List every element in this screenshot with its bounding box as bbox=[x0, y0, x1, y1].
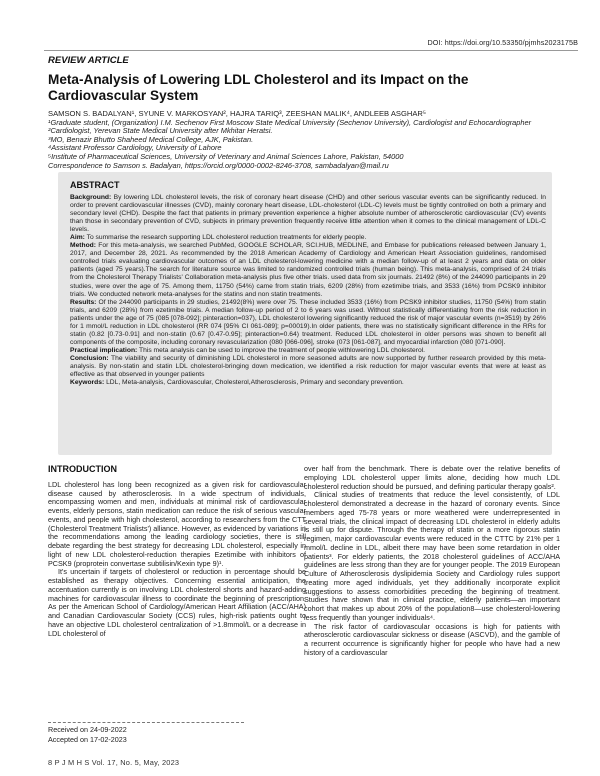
received-date: Received on 24-09-2022 bbox=[48, 725, 127, 734]
abstract-keywords: Keywords: LDL, Meta-analysis, Cardiovascular, Cholesterol,Atherosclerosis, Primary and secondary prevention. bbox=[70, 379, 404, 387]
intro-paragraph-2: It's uncertain if targets of cholesterol or reduction in percentage should be established as therapy objectives. Concerning essential anticipation, the accentuation currently is on involving LDL cholesterol shorts and hazard-adding machines for cardiovascular illness to coordinate the beginning of prescription. As per the American School of Cardiology/American Heart Affiliation (ACC/AHA) and Canadian Cardiovascular Society (CCS) rules, high-risk patients ought to have an objective LDL cholesterol centralization of >1.8mmol/L or a decrease in LDL cholesterol of bbox=[48, 567, 306, 638]
author-names: SAMSON S. BADALYAN¹, SYUNE V. MARKOSYAN², HAJRA TARIQ³, ZEESHAN MALIK⁴, ANDLEEB ASGHAR⁵ bbox=[48, 109, 427, 118]
abstract-aim: Aim: To summarise the research supporting LDL cholesterol reduction treatments for elderly people. bbox=[70, 234, 367, 242]
affiliation-1: ¹Graduate student, (Organization) I.M. Sechenov First Moscow State Medical University (Sechenov University), Cardiologist and Echocardiographer bbox=[48, 117, 532, 127]
introduction-heading: INTRODUCTION bbox=[48, 464, 117, 474]
article-title: Meta-Analysis of Lowering LDL Cholesterol and its Impact on the Cardiovascular System bbox=[48, 72, 469, 103]
abstract-results: Results: Of the 244090 participants in 29 studies, 21492(8%) were over 75. These included 3533 (16%) from PCSK9 inhibitor studies, 11750 (54%) from statin trials, and 6209 (28%) from ezetimibe trials. A median follow-up period of 2 to 6 years was used. Without statistically differentiating from the risk reduction in patients under the age of 75 (085 [078-092]; pinteraction=037), LDL cholesterol lowering significantly reduced the risk of major vascular events (n=3519) by 26% for 1 mmol/L reduction in LDL cholesterol (RR 074 [95% CI 061-089]; p=00019).In older patients, there was no statistically significant difference in the RRs for statin (0.82 [0.73-0.91] and non-statin (0.67 [0.47-0.95]; pinteraction=0.64) treatment. Reduced LDL cholesterol in older persons was shown to benefit all components of the composite, including coronary revascularization (080 [066-096], stroke (073 [061-087], and myocardial infarction (080 [071-090]. bbox=[70, 298, 546, 346]
abstract-method: Method: For this meta-analysis, we searched PubMed, GOOGLE SCHOLAR, SCI.HUB, MEDLINE, and Embase for publications released between January 1, 2017, and December 28, 2021. As recommended by the 2018 American Academy of Cardiology and American Heart Association guidelines, randomised controlled trials evaluating cardiovascular outcomes of an LDL cholesterol-lowering medicine with a median follow-up of at least 2 years and data on older patients (aged 75 years).The search for literature source was limited to randomized controlled trials (human being). This meta-analysis, comprised of 24 trials from the Cholesterol Therapy Trialists' Collaboration meta-analysis plus five other trials. used data from six journals. 21492 (8%) of the 244090 participants in 29 studies, were over the age of 75. Among them, 11750 (54%) came from statin trials, 6209 (28%) from ezetimibe trials, and 3533 (16%) from PCSK9 inhibitor trials. We conducted network meta-analyses for the statins and non statin treatments. bbox=[70, 242, 546, 298]
affiliation-5: ⁵Institute of Pharmaceutical Sciences, University of Veterinary and Animal Sciences Lahore, Pakistan, 54000 bbox=[48, 151, 404, 161]
intro-paragraph-4: Clinical studies of treatments that reduce the level consistently, of LDL cholesterol demonstrated a decrease in the hazard of coronary events. Since members aged 75-78 years or more weathered were underrepresented in several trials, the clinical impact of decreasing LDL cholesterol in elderly adults is still up for dispute. Through the therapy of statin or a more rigorous statin regimen, major cardiovascular events were reduced in the CTTC by 21% per 1 mmol/L decline in LDL, albeit there may have been some retardation in older patients³. For elderly patients, the 2018 cholesterol guidelines of ACC/AHA guidelines are less strong than they are for younger people. The 2019 European Culture of Atherosclerosis dyslipidemia Society and Cardiology rules support treating more aged individuals, yet they additionally incorporate explicit suggestions to assess comorbidities preceding the beginning of treatment. Studies have shown that in clinical practice, elderly patients—an important cohort that makes up about 20% of the population8—use cholesterol-lowering less frequently than younger individuals⁴. bbox=[304, 490, 560, 622]
author-block bbox=[48, 110, 578, 170]
accepted-date: Accepted on 17-02-2023 bbox=[48, 735, 127, 744]
intro-paragraph-5: The risk factor of cardiovascular occasions is high for patients with atherosclerotic cardiovascular sickness or disease (ASCVD), and the gamble of a recurrent occurrence is significantly higher for people who have had a new history of a cardiovascular bbox=[304, 621, 560, 657]
affiliation-3: ³MO, Benazir Bhutto Shaheed Medical College, AJK, Pakistan. bbox=[48, 134, 254, 144]
affiliation-2: ²Cardiologist, Yerevan State Medical University after Mkhitar Heratsi. bbox=[48, 126, 273, 136]
doi-link[interactable]: DOI: https://doi.org/10.53350/pjmhs2023175B bbox=[427, 38, 578, 47]
header-divider bbox=[44, 50, 578, 51]
body-column-right bbox=[304, 465, 560, 658]
page-footer: 8 P J M H S Vol. 17, No. 5, May, 2023 bbox=[48, 758, 180, 767]
dates-divider bbox=[48, 722, 244, 723]
correspondence: Correspondence to Samson s. Badalyan, https://orcid.org/0000-0002-8246-3708, sambadalyan@mail.ru bbox=[48, 160, 389, 170]
abstract-body bbox=[70, 194, 546, 387]
abstract-background: Background: By lowering LDL cholesterol levels, the risk of coronary heart disease (CHD) and other serious vascular events can be significantly reduced. In order to prevent cardiovascular illnesses (CVD), mainly coronary heart disease, LDL-cholesterol (LDL-C) levels must be tightly controlled on both a primary and secondary level (CHD). Despite the fact that patients in primary prevention experience a higher absolute number of atherosclerotic cardiovascular (CV) events than those in secondary prevention of CVD, subjects in primary prevention frequently receive little attention when it comes to the clinical management of LDL-C levels. bbox=[70, 194, 546, 234]
intro-paragraph-1: LDL cholesterol has long been recognized as a given risk for cardiovascular disease caused by atherosclerosis. In a wide spectrum of individuals, encompassing women and men, individuals at minimal risk of cardiovascular events, elderly persons, statin medication can reduce the risk of serious vascular events, and people with high cholesterol, according to researchers from the CTT (Cholesterol Treatment Trialists') alliance. However, as evidenced by variations in the recommendations among the leading cardiology societies, there is still debate regarding the best strategy for decreasing LDL cholesterol, especially in light of new LDL cholesterol-reduction therapies Ezetimibe with inhibitors of PCSK9 (proprotein convertase subtilisin/Kexin type 9)¹. bbox=[48, 479, 306, 568]
submission-dates bbox=[48, 725, 127, 745]
intro-paragraph-3: over half from the benchmark. There is debate over the relative benefits of employing LDL cholesterol upper limits alone, deciding how much LDL cholesterol reduction should be pursued, and defining particular therapy goals². bbox=[304, 464, 560, 491]
abstract-practical-implication: Practical implication: This meta analysis can be used to improve the treatment of people withlowering LDL cholesterol. bbox=[70, 346, 426, 354]
abstract-heading: ABSTRACT bbox=[70, 180, 120, 190]
affiliation-4: ⁴Assistant Professor Cardiology, University of Lahore bbox=[48, 143, 222, 153]
abstract-conclusion: Conclusion: The viability and security of diminishing LDL cholesterol in more seasoned adults are now supported by further research provided by this meta-analysis. By non-statin and statin LDL cholesterol-bringing down medication, we identified a risk reduction for major vascular events that were at least as effective as that observed in younger patients bbox=[70, 354, 546, 379]
body-column-left bbox=[48, 465, 306, 638]
article-type-label: REVIEW ARTICLE bbox=[48, 55, 129, 66]
